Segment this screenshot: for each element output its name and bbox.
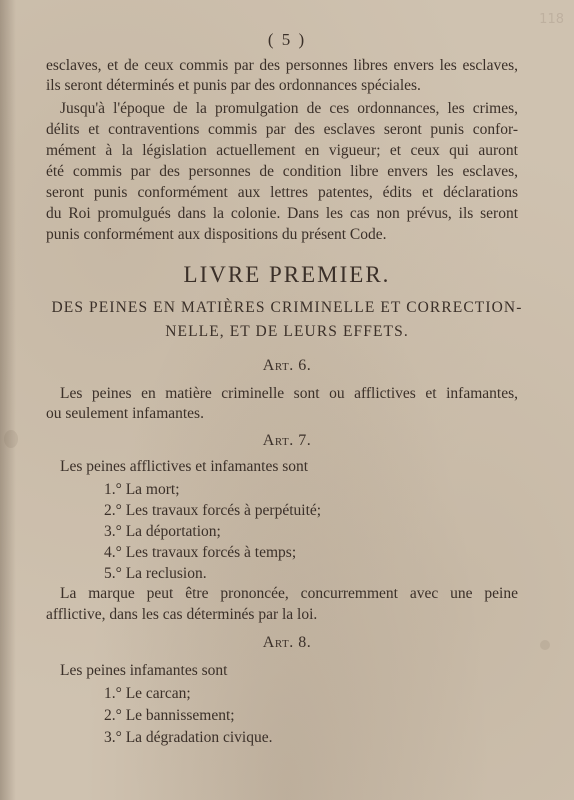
article-7-heading: Art. 7.: [262, 432, 312, 449]
corner-pencil-mark: 118: [539, 12, 564, 27]
article-intro: Les peines afflictives et infamantes sont: [60, 458, 309, 475]
article-heading: [0, 431, 574, 451]
page-edge-shadow: [0, 0, 16, 800]
page-number: ( 5 ): [267, 30, 307, 49]
article-8-heading: Art. 8.: [262, 634, 312, 651]
article-6-heading: Art. 6.: [262, 357, 312, 374]
paragraph-line: été commis par des personnes de condition libre envers les esclaves,: [46, 163, 518, 180]
book-title: LIVRE PREMIER.: [183, 262, 391, 287]
article-line: Les peines en matière criminelle sont ou afflictives et infamantes,: [60, 385, 518, 402]
article-line: afflictive, dans les cas déterminés par la loi.: [46, 606, 318, 623]
list-item: 4.° Les travaux forcés à temps;: [104, 544, 297, 561]
book-heading-line: DES PEINES EN MATIÈRES CRIMINELLE ET CORRECTION-: [51, 299, 523, 316]
book-heading-line: NELLE, ET DE LEURS EFFETS.: [165, 323, 409, 340]
paragraph-line: délits et contraventions commis par des esclaves seront punis confor-: [46, 121, 518, 138]
list-item: 2.° Les travaux forcés à perpétuité;: [104, 502, 322, 519]
article-heading: [0, 633, 574, 653]
list-item: 1.° La mort;: [104, 481, 180, 498]
list-item: 1.° Le carcan;: [104, 685, 191, 702]
paragraph-line: seront punis conformément aux lettres patentes, édits et déclarations: [46, 184, 518, 201]
list-item: 5.° La reclusion.: [104, 565, 207, 582]
paragraph-line: du Roi promulgués dans la colonie. Dans les cas non prévus, ils seront: [46, 205, 518, 222]
article-line: La marque peut être prononcée, concurremment avec une peine: [60, 585, 518, 602]
article-line: ou seulement infamantes.: [46, 405, 204, 422]
paragraph-line: Jusqu'à l'époque de la promulgation de ces ordonnances, les crimes,: [60, 100, 518, 117]
article-intro: Les peines infamantes sont: [60, 662, 228, 679]
article-heading: [0, 356, 574, 376]
list-item: 3.° La dégradation civique.: [104, 729, 273, 746]
paragraph-line: esclaves, et de ceux commis par des personnes libres envers les esclaves,: [46, 57, 518, 74]
paragraph-line: punis conformément aux dispositions du présent Code.: [46, 226, 387, 243]
paragraph-line: mément à la législation actuellement en vigueur; et ceux qui auront: [46, 142, 518, 159]
paragraph-line: ils seront déterminés et punis par des ordonnances spéciales.: [46, 77, 421, 94]
list-item: 3.° La déportation;: [104, 523, 221, 540]
list-item: 2.° Le bannissement;: [104, 707, 235, 724]
